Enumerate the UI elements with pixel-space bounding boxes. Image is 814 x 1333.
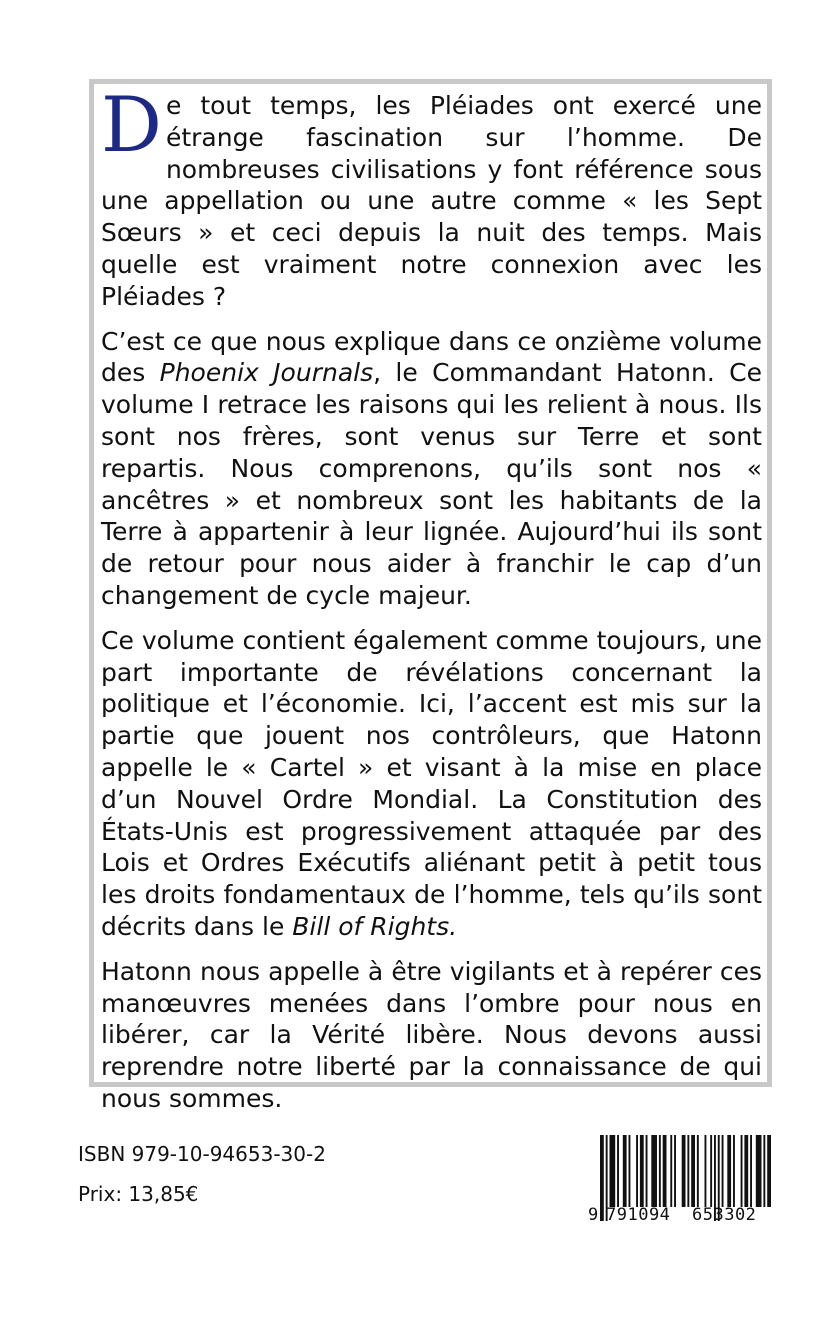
paragraph-2 bbox=[101, 326, 762, 612]
price-label: Prix: 13,85€ bbox=[78, 1182, 199, 1206]
barcode-group-2: 653302 bbox=[692, 1205, 757, 1225]
paragraph-3-text-a: Ce volume contient également comme toujours, une part importante de révélations concernant la politique et l’économie. Ici, l’accent est mis sur la partie que jouent nos contrôleurs, que Hatonn appelle le « Cartel » et visant à la mise en place d’un Nouvel Ordre Mondial. La Constitution des États-Unis est progressivement attaquée par des Lois et Ordres Exécutifs aliénant petit à petit tous les droits fondamentaux de l’homme, tels qu’ils sont décrits dans le bbox=[101, 625, 762, 941]
paragraph-2-text-a: C’est ce que nous explique dans ce onzième volume des bbox=[101, 326, 762, 388]
bill-of-rights: Bill of Rights. bbox=[292, 911, 458, 941]
paragraph-3 bbox=[101, 625, 762, 943]
paragraph-1-text: e tout temps, les Pléiades ont exercé une étrange fascination sur l’homme. De nombreuses civilisations y font référence sous une appellation ou une autre comme « les Sept Sœurs » et ceci depuis la nuit des temps. Mais quelle est vraiment notre connexion avec les Pléiades ? bbox=[101, 91, 762, 311]
barcode-group-1: 791094 bbox=[606, 1205, 671, 1225]
blurb-frame bbox=[89, 79, 772, 1113]
blurb-text bbox=[101, 80, 762, 1128]
drop-cap: D bbox=[101, 80, 162, 169]
journal-title: Phoenix Journals bbox=[159, 358, 374, 388]
isbn-label: ISBN 979-10-94653-30-2 bbox=[78, 1142, 326, 1166]
paragraph-1 bbox=[101, 80, 762, 313]
paragraph-2-text-b: , le Commandant Hatonn. Ce volume I retrace les raisons qui les relient à nous. Ils sont nos frères, sont venus sur Terre et sont repartis. Nous comprenons, qu’ils sont nos « ancêtres » et nombreux sont les habitants de la Terre à appartenir à leur lignée. Aujourd’hui ils sont de retour pour nous aider à franchir le cap d’un changement de cycle majeur. bbox=[101, 358, 762, 610]
paragraph-4: Hatonn nous appelle à être vigilants et à repérer ces manœuvres menées dans l’ombre pour nous en libérer, car la Vérité libère. Nous devons aussi reprendre notre liberté par la connaissance de qui nous sommes. bbox=[101, 956, 762, 1113]
barcode-lead-digit: 9 bbox=[588, 1205, 599, 1225]
